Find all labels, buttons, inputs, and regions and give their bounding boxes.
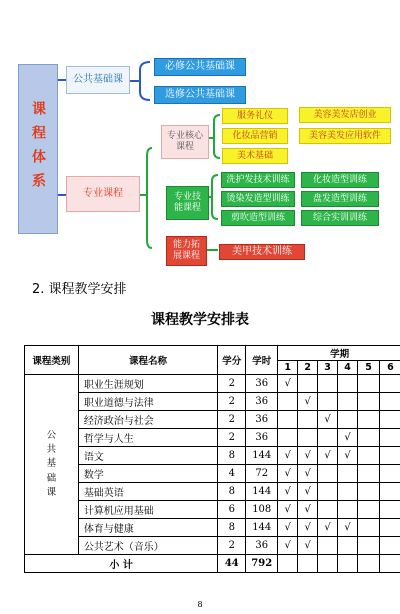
course-hours: 36 — [246, 429, 278, 447]
semester-mark — [278, 411, 298, 429]
header-semester-num: 1 — [278, 361, 298, 375]
semester-mark — [318, 375, 338, 393]
course-name: 经济政治与社会 — [78, 411, 217, 429]
header-semester-num: 6 — [379, 361, 400, 375]
semester-mark — [379, 483, 400, 501]
semester-mark: √ — [278, 483, 298, 501]
semester-mark — [318, 429, 338, 447]
course-hours: 144 — [246, 447, 278, 465]
skill-item: 化妆造型训练 — [301, 172, 379, 188]
course-credit: 2 — [218, 375, 246, 393]
table-row — [25, 519, 400, 537]
course-credit: 2 — [218, 411, 246, 429]
semester-mark — [298, 375, 318, 393]
course-credit: 4 — [218, 465, 246, 483]
table-row — [25, 375, 400, 393]
subtotal-hours: 792 — [246, 555, 278, 573]
major-course-node: 专业课程 — [66, 176, 140, 212]
course-credit: 8 — [218, 483, 246, 501]
semester-mark: √ — [318, 447, 338, 465]
semester-mark — [318, 483, 338, 501]
course-name: 计算机应用基础 — [78, 501, 217, 519]
semester-mark: √ — [278, 537, 298, 555]
semester-mark — [358, 429, 380, 447]
header-semester: 学期 — [278, 346, 400, 361]
course-name: 职业道德与法律 — [78, 393, 217, 411]
course-name: 语文 — [78, 447, 217, 465]
semester-mark — [358, 465, 380, 483]
page-number: 8 — [197, 600, 203, 609]
semester-mark: √ — [278, 465, 298, 483]
semester-mark — [379, 375, 400, 393]
course-credit: 2 — [218, 537, 246, 555]
semester-mark — [338, 537, 358, 555]
semester-mark: √ — [298, 393, 318, 411]
course-hours: 36 — [246, 537, 278, 555]
semester-mark: √ — [298, 465, 318, 483]
course-name: 职业生涯规划 — [78, 375, 217, 393]
header-semester-num: 4 — [338, 361, 358, 375]
course-name: 公共艺术（音乐） — [78, 537, 217, 555]
semester-mark — [379, 447, 400, 465]
core-item: 服务礼仪 — [222, 108, 288, 124]
category-cell: 公 共 基 础 课 — [25, 375, 79, 555]
table-row — [25, 483, 400, 501]
semester-mark — [358, 501, 380, 519]
course-system-root: 课程体系 — [18, 64, 58, 234]
semester-mark — [318, 537, 338, 555]
course-hours: 108 — [246, 501, 278, 519]
header-category: 课程类别 — [25, 346, 79, 375]
skill-item: 洗护发技术训练 — [221, 172, 295, 188]
course-credit: 2 — [218, 429, 246, 447]
brace-skill — [212, 175, 218, 219]
semester-mark — [358, 393, 380, 411]
semester-mark — [379, 411, 400, 429]
semester-mark — [358, 483, 380, 501]
skill-item: 盘发造型训练 — [301, 191, 379, 207]
schedule-table — [24, 345, 400, 573]
public-course-node: 公共基础课 — [66, 66, 130, 94]
semester-mark — [358, 537, 380, 555]
required-public-node: 必修公共基础课 — [154, 58, 246, 76]
course-name: 哲学与人生 — [78, 429, 217, 447]
course-name: 体育与健康 — [78, 519, 217, 537]
semester-mark — [358, 519, 380, 537]
core-item: 美容美发应用软件 — [299, 128, 391, 144]
semester-mark: √ — [278, 447, 298, 465]
semester-mark — [338, 375, 358, 393]
semester-mark — [358, 411, 380, 429]
course-name: 数学 — [78, 465, 217, 483]
semester-mark — [358, 375, 380, 393]
header-credit: 学分 — [218, 346, 246, 375]
subtotal-label: 小 计 — [25, 555, 218, 573]
course-hours: 36 — [246, 411, 278, 429]
course-credit: 2 — [218, 393, 246, 411]
semester-mark — [379, 501, 400, 519]
course-hours: 144 — [246, 519, 278, 537]
semester-mark — [278, 429, 298, 447]
skill-item: 烫染发造型训练 — [221, 191, 295, 207]
header-semester-num: 5 — [358, 361, 380, 375]
semester-mark: √ — [318, 519, 338, 537]
course-credit: 6 — [218, 501, 246, 519]
skill-course-node: 专业技能课程 — [166, 186, 209, 220]
skill-item: 综合实训训练 — [301, 210, 379, 226]
semester-mark — [379, 465, 400, 483]
semester-mark: √ — [278, 519, 298, 537]
table-row — [25, 393, 400, 411]
semester-mark — [298, 429, 318, 447]
semester-mark: √ — [298, 537, 318, 555]
table-row — [25, 465, 400, 483]
header-semester-num: 2 — [298, 361, 318, 375]
course-credit: 8 — [218, 447, 246, 465]
semester-mark — [338, 483, 358, 501]
semester-mark — [358, 447, 380, 465]
section-heading: 2. 课程教学安排 — [32, 282, 127, 297]
table-row — [25, 447, 400, 465]
semester-mark: √ — [278, 375, 298, 393]
semester-mark — [278, 393, 298, 411]
table-row — [25, 537, 400, 555]
table-row — [25, 429, 400, 447]
course-hours: 72 — [246, 465, 278, 483]
course-name: 基础英语 — [78, 483, 217, 501]
course-credit: 8 — [218, 519, 246, 537]
core-item: 美容美发店创业 — [299, 107, 391, 123]
subtotal-credit: 44 — [218, 555, 246, 573]
semester-mark — [318, 393, 338, 411]
semester-mark: √ — [278, 501, 298, 519]
semester-mark — [338, 465, 358, 483]
semester-mark — [379, 393, 400, 411]
table-title: 课程教学安排表 — [151, 312, 249, 328]
header-semester-num: 3 — [318, 361, 338, 375]
core-course-node: 专业核心课程 — [161, 125, 209, 159]
semester-mark: √ — [338, 447, 358, 465]
semester-mark — [318, 501, 338, 519]
brace-public — [140, 62, 150, 100]
core-item: 化妆品营销 — [222, 128, 288, 144]
semester-mark: √ — [298, 519, 318, 537]
semester-mark: √ — [338, 429, 358, 447]
table-row — [25, 501, 400, 519]
course-hours: 36 — [246, 393, 278, 411]
semester-mark: √ — [298, 501, 318, 519]
semester-mark — [379, 519, 400, 537]
course-hours: 36 — [246, 375, 278, 393]
semester-mark — [298, 411, 318, 429]
expand-course-node: 能力拓展课程 — [166, 236, 207, 266]
semester-mark — [379, 537, 400, 555]
skill-item: 剪吹造型训练 — [221, 210, 295, 226]
core-item: 美术基础 — [222, 148, 288, 164]
semester-mark — [379, 429, 400, 447]
header-name: 课程名称 — [78, 346, 217, 375]
table-row — [25, 411, 400, 429]
brace-major — [147, 148, 152, 248]
brace-core — [214, 115, 220, 158]
expand-item: 美甲技术训练 — [219, 244, 305, 260]
semester-mark: √ — [298, 447, 318, 465]
semester-mark: √ — [318, 411, 338, 429]
header-hours: 学时 — [246, 346, 278, 375]
semester-mark: √ — [338, 519, 358, 537]
semester-mark — [318, 465, 338, 483]
semester-mark — [338, 411, 358, 429]
semester-mark — [338, 501, 358, 519]
course-hours: 144 — [246, 483, 278, 501]
semester-mark: √ — [298, 483, 318, 501]
semester-mark — [338, 393, 358, 411]
elective-public-node: 选修公共基础课 — [154, 86, 246, 104]
